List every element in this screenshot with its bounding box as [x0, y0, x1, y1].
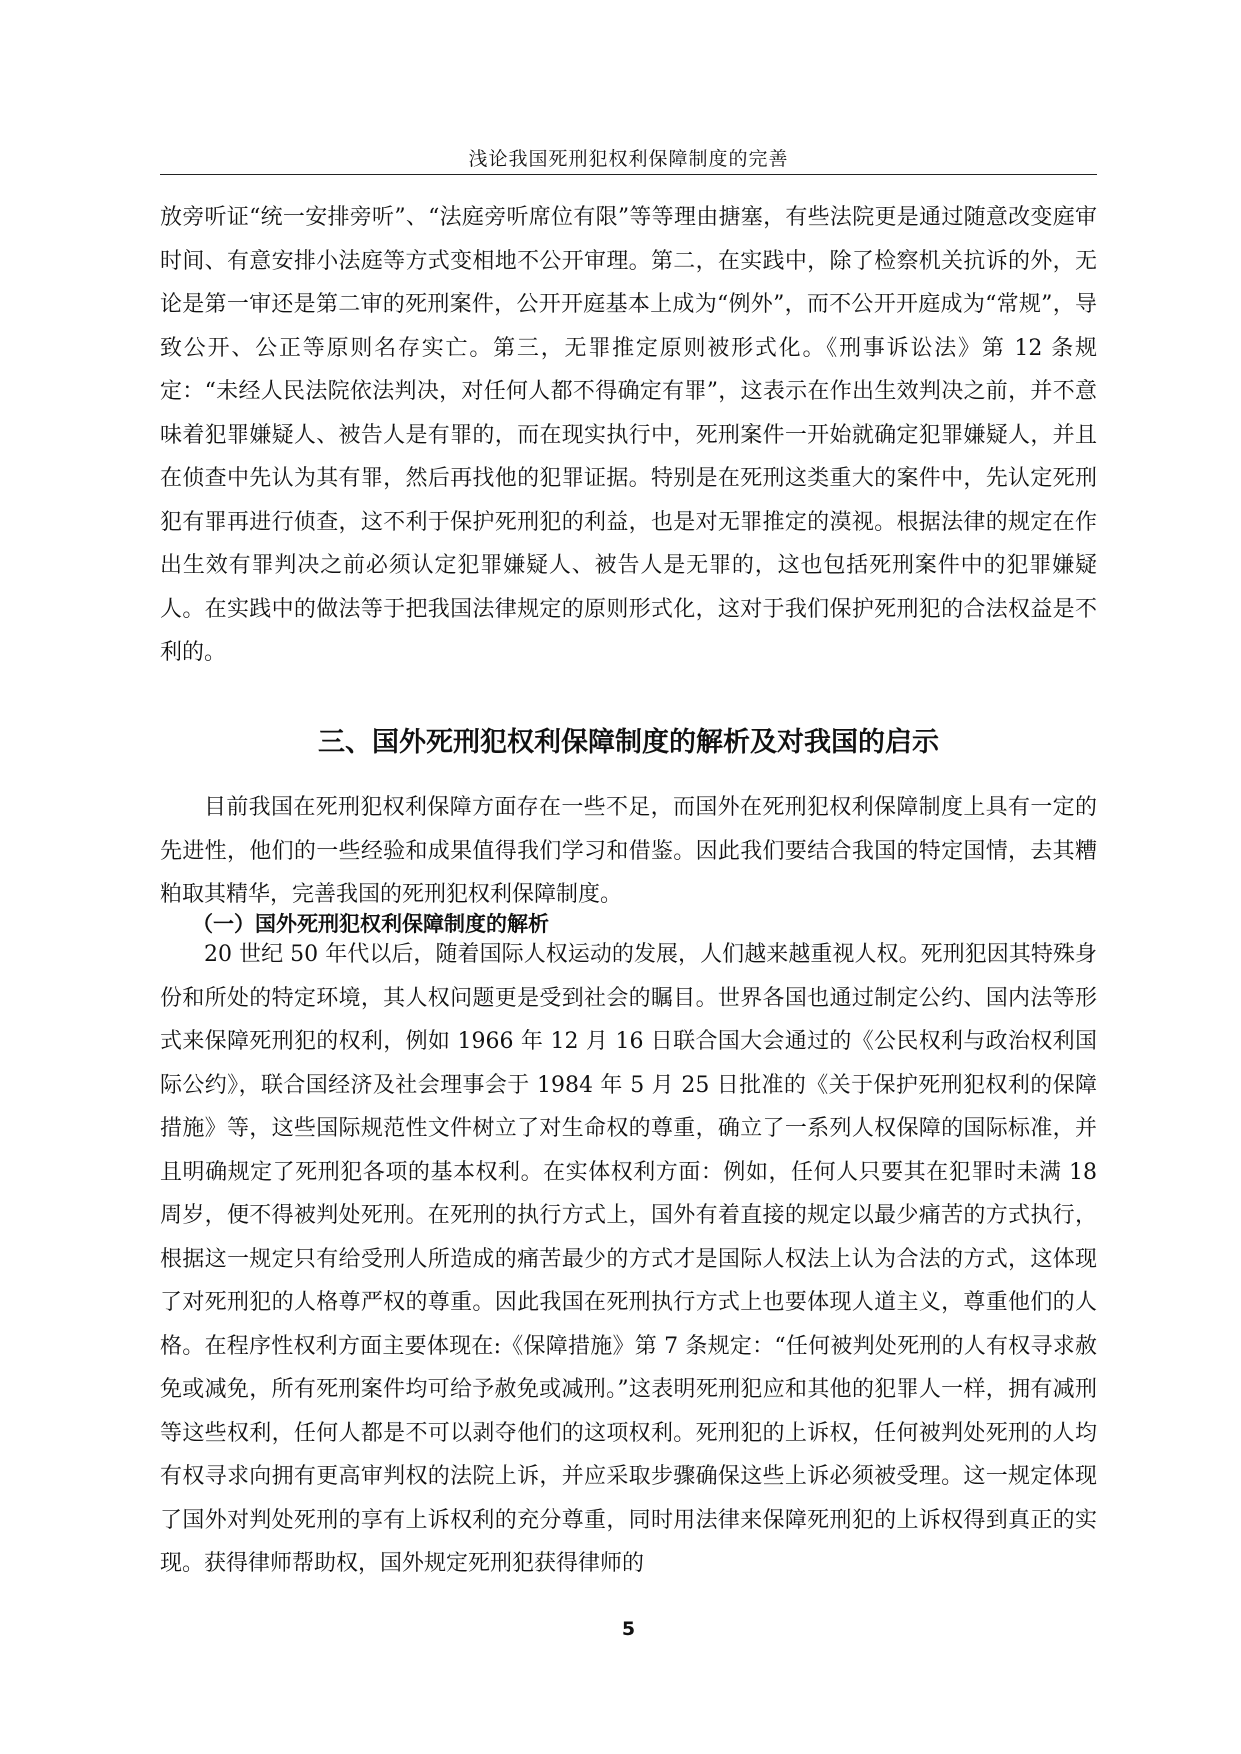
header-divider: [160, 174, 1097, 175]
paragraph-section-intro: 目前我国在死刑犯权利保障方面存在一些不足，而国外在死刑犯权利保障制度上具有一定的先进性，他们的一些经验和成果值得我们学习和借鉴。因此我们要结合我国的特定国情，去其糟粕取其精华，完善我国的死刑犯权利保障制度。: [160, 795, 1097, 907]
subsection-heading: （一）国外死刑犯权利保障制度的解析: [192, 912, 549, 936]
paragraph-continued: 放旁听证“统一安排旁听”、“法庭旁听席位有限”等等理由搪塞，有些法院更是通过随意改变庭审时间、有意安排小法庭等方式变相地不公开审理。第二，在实践中，除了检察机关抗诉的外，无论是第一审还是第二审的死刑案件，公开开庭基本上成为“例外”，而不公开开庭成为“常规”，导致公开、公正等原则名存实亡。第三，无罪推定原则被形式化。《刑事诉讼法》第 12 条规定：“未经人民法院依法判决，对任何人都不得确定有罪”，这表示在作出生效判决之前，并不意味着犯罪嫌疑人、被告人是有罪的，而在现实执行中，死刑案件一开始就确定犯罪嫌疑人，并且在侦查中先认为其有罪，然后再找他的犯罪证据。特别是在死刑这类重大的案件中，先认定死刑犯有罪再进行侦查，这不利于保护死刑犯的利益，也是对无罪推定的漠视。根据法律的规定在作出生效有罪判决之前必须认定犯罪嫌疑人、被告人是无罪的，这也包括死刑案件中的犯罪嫌疑人。在实践中的做法等于把我国法律规定的原则形式化，这对于我们保护死刑犯的合法权益是不利的。: [160, 205, 1097, 665]
running-header-title: 浅论我国死刑犯权利保障制度的完善: [468, 148, 789, 170]
section-heading: 三、国外死刑犯权利保障制度的解析及对我国的启示: [318, 727, 939, 758]
page-number: 5: [621, 1618, 636, 1640]
paragraph-analysis: 20 世纪 50 年代以后，随着国际人权运动的发展，人们越来越重视人权。死刑犯因其特殊身份和所处的特定环境，其人权问题更是受到社会的瞩目。世界各国也通过制定公约、国内法等形式来保障死刑犯的权利，例如 1966 年 12 月 16 日联合国大会通过的《公民权利与政治权利国际公约》，联合国经济及社会理事会于 1984 年 5 月 25 日批准的《关于保护死刑犯权利的保障措施》等，这些国际规范性文件树立了对生命权的尊重，确立了一系列人权保障的国际标准，并且明确规定了死刑犯各项的基本权利。在实体权利方面：例如，任何人只要其在犯罪时未满 18 周岁，便不得被判处死刑。在死刑的执行方式上，国外有着直接的规定以最少痛苦的方式执行，根据这一规定只有给受刑人所造成的痛苦最少的方式才是国际人权法上认为合法的方式，这体现了对死刑犯的人格尊严权的尊重。因此我国在死刑执行方式上也要体现人道主义，尊重他们的人格。在程序性权利方面主要体现在:《保障措施》第 7 条规定：“任何被判处死刑的人有权寻求赦免或减免，所有死刑案件均可给予赦免或减刑。”这表明死刑犯应和其他的犯罪人一样，拥有减刑等这些权利，任何人都是不可以剥夺他们的这项权利。死刑犯的上诉权，任何被判处死刑的人均有权寻求向拥有更高审判权的法院上诉，并应采取步骤确保这些上诉必须被受理。这一规定体现了国外对判处死刑的享有上诉权利的充分尊重，同时用法律来保障死刑犯的上诉权得到真正的实现。获得律师帮助权，国外规定死刑犯获得律师的: [160, 942, 1097, 1576]
